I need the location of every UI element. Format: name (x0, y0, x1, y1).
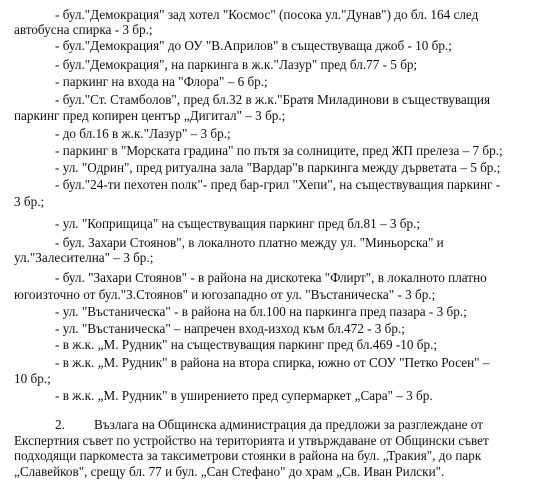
list-item-line: - до бл.16 в ж.к."Лазур" – 3 бр.; (55, 126, 231, 141)
list-item-line: - ул. "Въстаническа" – напречен вход-изход към бл.472 - 3 бр.; (55, 321, 405, 336)
list-item-line: 10 бр.; (14, 371, 51, 386)
list-item-line: паркинг пред копирен център „Дигитал" – 3 бр.; (14, 108, 286, 123)
list-item-line: - паркинг в "Морската градина" по пътя за солниците, пред ЖП прелеза – 7 бр.; (55, 143, 503, 158)
list-item-line: - паркинг на входа на "Флора" – 6 бр.; (55, 74, 268, 89)
list-item-line: - бул."24-ти пехотен полк"- пред бар-грил "Хепи", на съществуващия паркинг - (55, 177, 501, 192)
list-item-line: - бул."Демокрация", на паркинга в ж.к."Лазур" пред бл.77 - 5 бр; (55, 57, 418, 72)
paragraph-line: Възлага на Общинска администрация да предложи за разглеждане от (94, 417, 483, 432)
list-item-line: - ул. "Одрин", пред ритуална зала "Вардар"в паркинга между дърветата – 5 бр.; (55, 160, 501, 175)
list-item-line: - в ж.к. „М. Рудник" в района на втора спирка, южно от СОУ "Петко Росен" – (55, 355, 490, 370)
list-item-line: - бул. Захари Стоянов", в локалното платно между ул. "Миньорска" и (55, 235, 444, 250)
list-item-line: - в ж.к. „М. Рудник" в уширението пред супермаркет „Сара" – 3 бр. (55, 388, 433, 403)
paragraph-line: Експертния съвет по устройство на територията и утвърждаване от Общински съвет (14, 433, 489, 448)
list-item-line: югоизточно от бул."З.Стоянов" и югозападно от ул. "Въстаническа" - 3 бр.; (14, 287, 436, 302)
paragraph-line: подходящи паркоместа за таксиметрови стоянки в района на бул. „Тракия", до парк (14, 448, 482, 463)
list-item-line: - ул. "Въстаническа" - в района на бл.100 на паркинга пред пазара - 3 бр.; (55, 304, 467, 319)
list-item-line: - бул."Демокрация" зад хотел "Космос" (посока ул."Дунав") до бл. 164 след (55, 7, 479, 22)
list-item-line: - в ж.к. „М. Рудник" на съществуващия паркинг пред бл.469 -10 бр.; (55, 337, 438, 352)
paragraph-line: „Славейков", срещу бл. 77 и бул. „Сан Стефано" до храм „Св. Иван Рилски". (14, 464, 445, 479)
section-number: 2. (55, 417, 65, 432)
list-item-line: - бул."Ст. Стамболов", пред бл.32 в ж.к."Братя Миладинови в съществуващия (55, 92, 491, 107)
list-item-line: - бул. "Захари Стоянов" - в района на дискотека "Флирт", в локалното платно (55, 270, 487, 285)
list-item-line: - бул."Демокрация" до ОУ "В.Априлов" в съществуваща джоб - 10 бр.; (55, 38, 452, 53)
list-item-line: ул."Залесителна" – 3 бр.; (14, 250, 154, 265)
list-item-line: 3 бр.; (14, 194, 45, 209)
list-item-line: автобусна спирка - 3 бр.; (14, 22, 153, 37)
list-item-line: - ул. "Коприщица" на съществуващия паркинг пред бл.81 – 3 бр.; (55, 216, 421, 231)
